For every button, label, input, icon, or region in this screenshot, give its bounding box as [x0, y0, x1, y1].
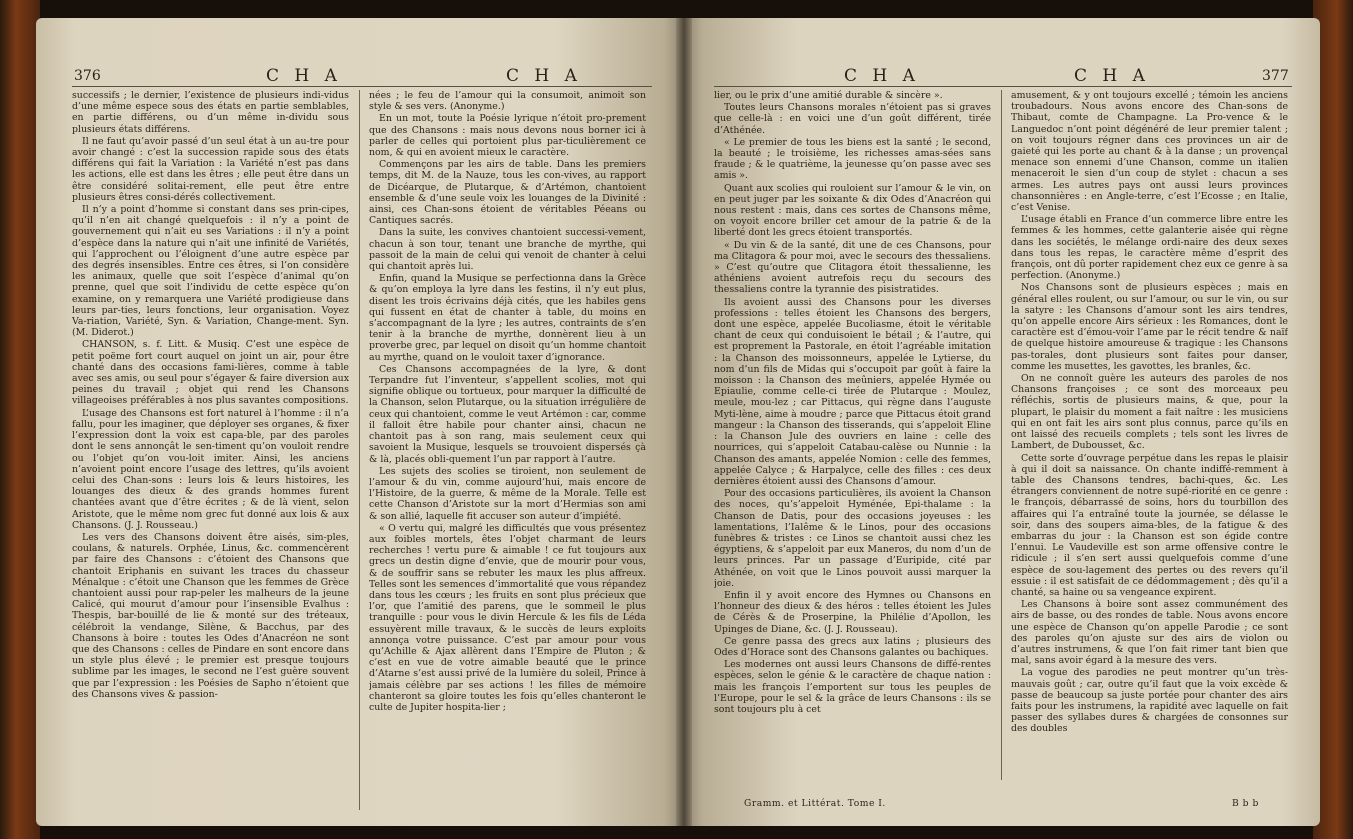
paragraph: Ils avoient aussi des Chansons pour les diverses professions : telles étoient les Chansons des bergers, dont une espèce, appelée Bucoliasme, étoit le véritable chant de ceux qui conduisoient le bétail ; & l’autre, qui est proprement la Pastorale, en étoit l’agréable imitation : la Chanson des moissonneurs, appelée le Lytierse, du nom d’un fils de Midas qui s’occupoit par goût à faire la moisson : la Chanson des meûniers, appelée Hymée ou Epiaulie, comme celle-ci tirée de Plutarque : Moulez, meule, mou-lez ; car Pittacus, qui règne dans l’auguste Myti-lène, aime à moudre ; parce que Pittacus étoit grand mangeur : la Chanson des tisserands, qui s’appeloit Eline : la Chanson Jule des ouvriers en laine : celle des nourrices, qui s’appeloit Catabau-calèse ou Nunnie : la Chanson des amants, appelée Nomion : celle des femmes, appelée Calyce ; & Harpalyce, celle des filles : ces deux dernières étoient aussi des Chansons d’amour.	[714, 296, 991, 487]
paragraph: lier, ou le prix d’une amitié durable & sincère ».	[714, 90, 943, 101]
left-page	[36, 18, 684, 826]
paragraph: Dans la suite, les convives chantoient successi-vement, chacun à son tour, tenant une branche de myrthe, qui passoit de la main de celui qui venoit de chanter à celui qui chantoit après lui.	[369, 227, 646, 273]
left-column-1	[72, 90, 349, 820]
paragraph: Cette sorte d’ouvrage perpétue dans les repas le plaisir à qui il doit sa naissance. On chante indiffé-remment à table des Chansons tendres, bachi-ques, &c. Les étrangers conviennent de notre supé-riorité en ce genre : le françois, débarrassé de soins, hors du tourbillon des affaires qui l’a entraîné toute la journée, se délasse le soir, dans des soupers aima-bles, de la fatigue & des embarras du jour : la Chanson est son égide contre l’ennui. Le Vaudeville est son arme offensive contre le ridicule ; il s’en sert aussi quelquefois comme d’une espèce de sou-lagement des pertes ou des revers qu’il essuie : il est satisfait de ce dédommagement ; dès qu’il a chanté, sa haine ou sa vengeance expirent.	[1011, 452, 1288, 598]
left-book-edge	[0, 0, 40, 839]
paragraph: « Le premier de tous les biens est la santé ; le second, la beauté ; le troisième, les richesses amas-sées sans fraude ; & le quatrième, la jeunesse qu’on passe avec ses amis ».	[714, 136, 991, 182]
paragraph: Les modernes ont aussi leurs Chansons de diffé-rentes espèces, selon le génie & le caractère de chaque nation : mais les françois l’emportent sur tous les peuples de l’Europe, pour le sel & la grâce de leurs Chansons : ils se sont toujours plu à cet	[714, 659, 991, 715]
right-running-header-2: C H A	[1074, 66, 1150, 86]
right-column-1	[714, 90, 991, 790]
paragraph: En un mot, toute la Poésie lyrique n’étoit pro-prement que des Chansons : mais nous devons nous borner ici à parler de celles qui portoient plus par-ticulièrement ce nom, & qui en avoient mieux le caractère.	[369, 113, 646, 159]
paragraph: CHANSON, s. f. Litt. & Musiq. C’est une espèce de petit poëme fort court auquel on joint un air, pour être chanté dans des occasions fami-lières, comme à table avec ses amis, ou seul pour s’égayer & faire diversion aux peines du travail ; objet qui rend les Chansons villageoises préférables à nos plus savantes compositions.	[72, 339, 349, 407]
paragraph: Il n’y a point d’homme si constant dans ses prin-cipes, qu’il n’en ait changé quelquefois : il n’y a point de gouvernement qui n’ait eu ses Variations : il n’y a point d’espèce dans la nature qui n’ait une infinité de Variétés, qui l’approchent ou l’éloignent d’une autre espèce par des degrés insensibles. Entre ces êtres, si l’on considère les animaux, quelle que soit l’espèce d’animal qu’on prenne, quel que soit l’individu de cette espèce qu’on examine, on y remarquera une Variété prodigieuse dans leurs par-ties, leurs fonctions, leur organisation. Voyez Va-riation, Variété, Syn. & Variation, Change-ment. Syn. (M. Diderot.)	[72, 204, 349, 339]
right-running-header-1: C H A	[844, 66, 920, 86]
paragraph: Commençons par les airs de table. Dans les premiers temps, dit M. de la Nauze, tous les con-vives, au rapport de Dicéarque, de Plutarque, & d’Artémon, chantoient ensemble & d’une seule voix les louanges de la Divinité : ainsi, ces Chan-sons étoient de véritables Péeans ou Cantiques sacrés.	[369, 159, 646, 227]
left-page-number: 376	[74, 68, 101, 84]
column-divider	[359, 90, 360, 810]
paragraph: Enfin, quand la Musique se perfectionna dans la Grèce & qu’on employa la lyre dans les festins, il n’y eut plus, disent les trois écrivains déjà cités, que les habiles gens qui fussent en état de chanter à table, du moins en s’accompagnant de la lyre ; les autres, contraints de s’en tenir à la branche de myrthe, donnèrent lieu à un proverbe grec, par lequel on disoit qu’un homme chantoit au myrthe, quand on le vouloit taxer d’ignorance.	[369, 273, 646, 363]
paragraph: « O vertu qui, malgré les difficultés que vous présentez aux foibles mortels, êtes l’objet charmant de leurs recherches ! vertu pure & aimable ! ce fut toujours aux grecs un destin digne d’envie, que de mourir pour vous, & de souffrir sans se rebuter les maux les plus affreux. Telles sont les semences d’immortalité que vous répandez dans tous les cœurs ; les fruits en sont plus précieux que l’or, que l’amitié des parens, que le sommeil le plus tranquille : pour vous le divin Hercule & les fils de Léda essuyèrent mille travaux, & le succès de leurs exploits annonça votre puissance. C’est par amour pour vous qu’Achille & Ajax allèrent dans l’Empire de Pluton ; & c’est en vue de votre aimable beauté que le prince d’Atarne s’est aussi privé de la lumière du soleil, Prince à jamais célèbre par ses actions ! les filles de mémoire chanteront sa gloire toutes les fois qu’elles chanteront le culte de Jupiter hospita-lier ;	[369, 522, 646, 713]
paragraph: Ce genre passa des grecs aux latins ; plusieurs des Odes d’Horace sont des Chansons galantes ou bachiques.	[714, 635, 991, 658]
left-column-2	[369, 90, 646, 820]
paragraph: « Du vin & de la santé, dit une de ces Chansons, pour ma Clitagora & pour moi, avec le secours des thessaliens. » C’est qu’outre que Clitagora étoit thessalienne, les athéniens avoient autrefois reçu du secours des thessaliens contre la tyrannie des pisistratides.	[714, 239, 991, 296]
paragraph: Il ne faut qu’avoir passé d’un seul état à un au-tre pour avoir changé : c’est la succession rapide sous des états différens qui fait la Variation : la Variété n’est pas dans les actions, elle est dans les êtres ; elle peut être dans un être considéré solitai-rement, elle peut être entre plusieurs êtres consi-dérés collectivement.	[72, 135, 349, 203]
paragraph: Les vers des Chansons doivent être aisés, sim-ples, coulans, & naturels. Orphée, Linus, &c. commencèrent par faire des Chansons : c’étoient des Chansons que chantoit Eriphanis en suivant les traces du chasseur Ménalque : c’étoit une Chanson que les femmes de Grèce chantoient aussi pour rap-peler les malheurs de la jeune Calicé, qui mourut d’amour pour l’insensible Evalhus : Thespis, bar-bouillé de lie & monté sur des tréteaux, célébroit la vendange, Silène, & Bacchus, par des Chansons à boire : toutes les Odes d’Anacréon ne sont que des Chansons : celles de Pindare en sont encore dans un style plus élevé ; le premier est presque toujours sublime par les images, le second ne l’est guère souvent que par l’expression : les Poésies de Sapho n’étoient que des Chansons vives & passion-	[72, 531, 349, 700]
paragraph: L’usage établi en France d’un commerce libre entre les femmes & les hommes, cette galanterie aisée qui règne dans les sociétés, le mélange ordi-naire des deux sexes dans tous les repas, le caractère même d’esprit des françois, ont dû porter rapidement chez eux ce genre à sa perfection. (Anonyme.)	[1011, 214, 1288, 282]
column-divider	[1001, 90, 1002, 780]
right-page	[684, 18, 1320, 826]
left-running-header-1: C H A	[266, 66, 342, 86]
paragraph: On ne connoît guère les auteurs des paroles de nos Chansons françoises ; ce sont des morceaux peu réfléchis, sortis de plusieurs mains, & que, pour la plupart, le plaisir du moment a fait naître : les musiciens qui en ont fait les airs sont plus connus, parce qu’ils en ont laissé des recueils complets ; tels sont les livres de Lambert, de Dubousset, &c.	[1011, 373, 1288, 452]
paragraph: Nos Chansons sont de plusieurs espèces ; mais en général elles roulent, ou sur l’amour, ou sur le vin, ou sur la satyre : les Chansons d’amour sont les airs tendres, qu’on appelle encore Airs sérieux : les Romances, dont le caractère est d’émou-voir l’ame par le récit tendre & naïf de quelque histoire amoureuse & tragique : les Chansons pas-torales, dont plusieurs sont faites pour danser, comme les musettes, les gavottes, les branles, &c.	[1011, 282, 1288, 372]
book-gutter	[676, 18, 692, 826]
header-rule	[72, 86, 652, 87]
paragraph: La vogue des parodies ne peut montrer qu’un très-mauvais goût ; car, outre qu’il faut que la voix excède & passe de beaucoup sa juste portée pour chanter des airs faits pour les instrumens, la rapidité avec laquelle on fait passer des syllabes dures & chargées de consonnes sur des doubles	[1011, 667, 1288, 735]
paragraph: Les Chansons à boire sont assez communément des airs de basse, ou des rondes de table. Nous avons encore une espèce de Chanson qu’on appelle Parodie ; ce sont des paroles qu’on ajuste sur des airs de violon ou d’autres instrumens, & que l’on fait rimer tant bien que mal, sans avoir égard à la mesure des vers.	[1011, 599, 1288, 667]
paragraph: amusement, & y ont toujours excellé ; témoin les anciens troubadours. Nous avons encore des Chan-sons de Thibaut, comte de Champagne. La Pro-vence & le Languedoc n’ont point dégénéré de leur premier talent ; on voit toujours régner dans ces provinces un air de gaieté qui les porte au chant & à la danse ; un provençal menace son ennemi d’une Chanson, comme un italien menaceroit le sien d’un coup de stylet : chacun a ses armes. Les autres pays ont aussi leurs provinces chansonnières : en Angle-terre, c’est l’Ecosse ; en Italie, c’est Venise.	[1011, 90, 1288, 214]
footer-signature-mark: B b b	[1232, 798, 1259, 809]
right-column-2	[1011, 90, 1288, 790]
header-rule	[714, 86, 1292, 87]
paragraph: Pour des occasions particulières, ils avoient la Chanson des noces, qu’s’appeloit Hyménée, Epi-thalame : la Chanson de Datis, pour des occasions joyeuses : les lamentations, l’Ialême & le Linos, pour des occasions funèbres & tristes : ce Linos se chantoit aussi chez les égyptiens, & s’appeloit par eux Maneros, du nom d’un de leurs princes. Par un passage d’Euripide, cité par Athénée, on voit que le Linos pouvoit aussi marquer la joie.	[714, 488, 991, 589]
right-page-number: 377	[1262, 68, 1289, 84]
paragraph: nées ; le feu de l’amour qui la consumoit, animoit son style & ses vers. (Anonyme.)	[369, 90, 646, 113]
paragraph: successifs ; le dernier, l’existence de plusieurs indi-vidus d’une même espece sous des états en partie semblables, en partie différens, ou d’un même in-dividu sous plusieurs états différens.	[72, 90, 349, 135]
left-running-header-2: C H A	[506, 66, 582, 86]
paragraph: L’usage des Chansons est fort naturel à l’homme : il n’a fallu, pour les imaginer, que déployer ses organes, & fixer l’expression dont la voix est capa-ble, par des paroles dont le sens annonçât le sen-timent qu’on vouloit rendre ou l’objet qu’on vou-loit imiter. Ainsi, les anciens n’avoient point encore l’usage des lettres, qu’ils avoient celui des Chan-sons : leurs lois & leurs histoires, les louanges des dieux & des grands hommes furent chantées avant que d’être écrites ; & de là vient, selon Aristote, que le même nom grec fut donné aux lois & aux Chansons. (J. J. Rousseau.)	[72, 407, 349, 531]
paragraph: Toutes leurs Chansons morales n’étoient pas si graves que celle-là : en voici une d’un goût différent, tirée d’Athénée.	[714, 102, 991, 136]
paragraph: Les sujets des scolies se tiroient, non seulement de l’amour & du vin, comme aujourd’hui, mais encore de l’Histoire, de la guerre, & même de la Morale. Telle est cette Chanson d’Aristote sur la mort d’Hermias son ami & son allié, laquelle fit accuser son auteur d’impiété.	[369, 465, 646, 522]
paragraph: Enfin il y avoit encore des Hymnes ou Chansons en l’honneur des dieux & des héros : telles étoient les Jules de Cérès & de Proserpine, la Philélie d’Apollon, les Upinges de Diane, &c. (J. J. Rousseau).	[714, 589, 991, 635]
paragraph: Quant aux scolies qui rouloient sur l’amour & le vin, on en peut juger par les soixante & dix Odes d’Anacréon qui nous restent : mais, dans ces sortes de Chansons même, on voyoit encore briller cet amour de la patrie & de la liberté dont les grecs étoient transportés.	[714, 182, 991, 239]
paragraph: Ces Chansons accompagnées de la lyre, & dont Terpandre fut l’inventeur, s’appellent scolies, mot qui signifie oblique ou tortueux, pour marquer la difficulté de la Chanson, selon Plutarque, ou la situation irrégulière de ceux qui chantoient, comme le veut Artémon : car, comme il falloit être habile pour chanter ainsi, chacun ne chantoit pas à son rang, mais seulement ceux qui savoient la Musique, lesquels se trouvoient dispersés çà & là, placés obli-quement l’un par rapport à l’autre.	[369, 363, 646, 465]
footer-signature-title: Gramm. et Littérat. Tome I.	[744, 798, 886, 809]
